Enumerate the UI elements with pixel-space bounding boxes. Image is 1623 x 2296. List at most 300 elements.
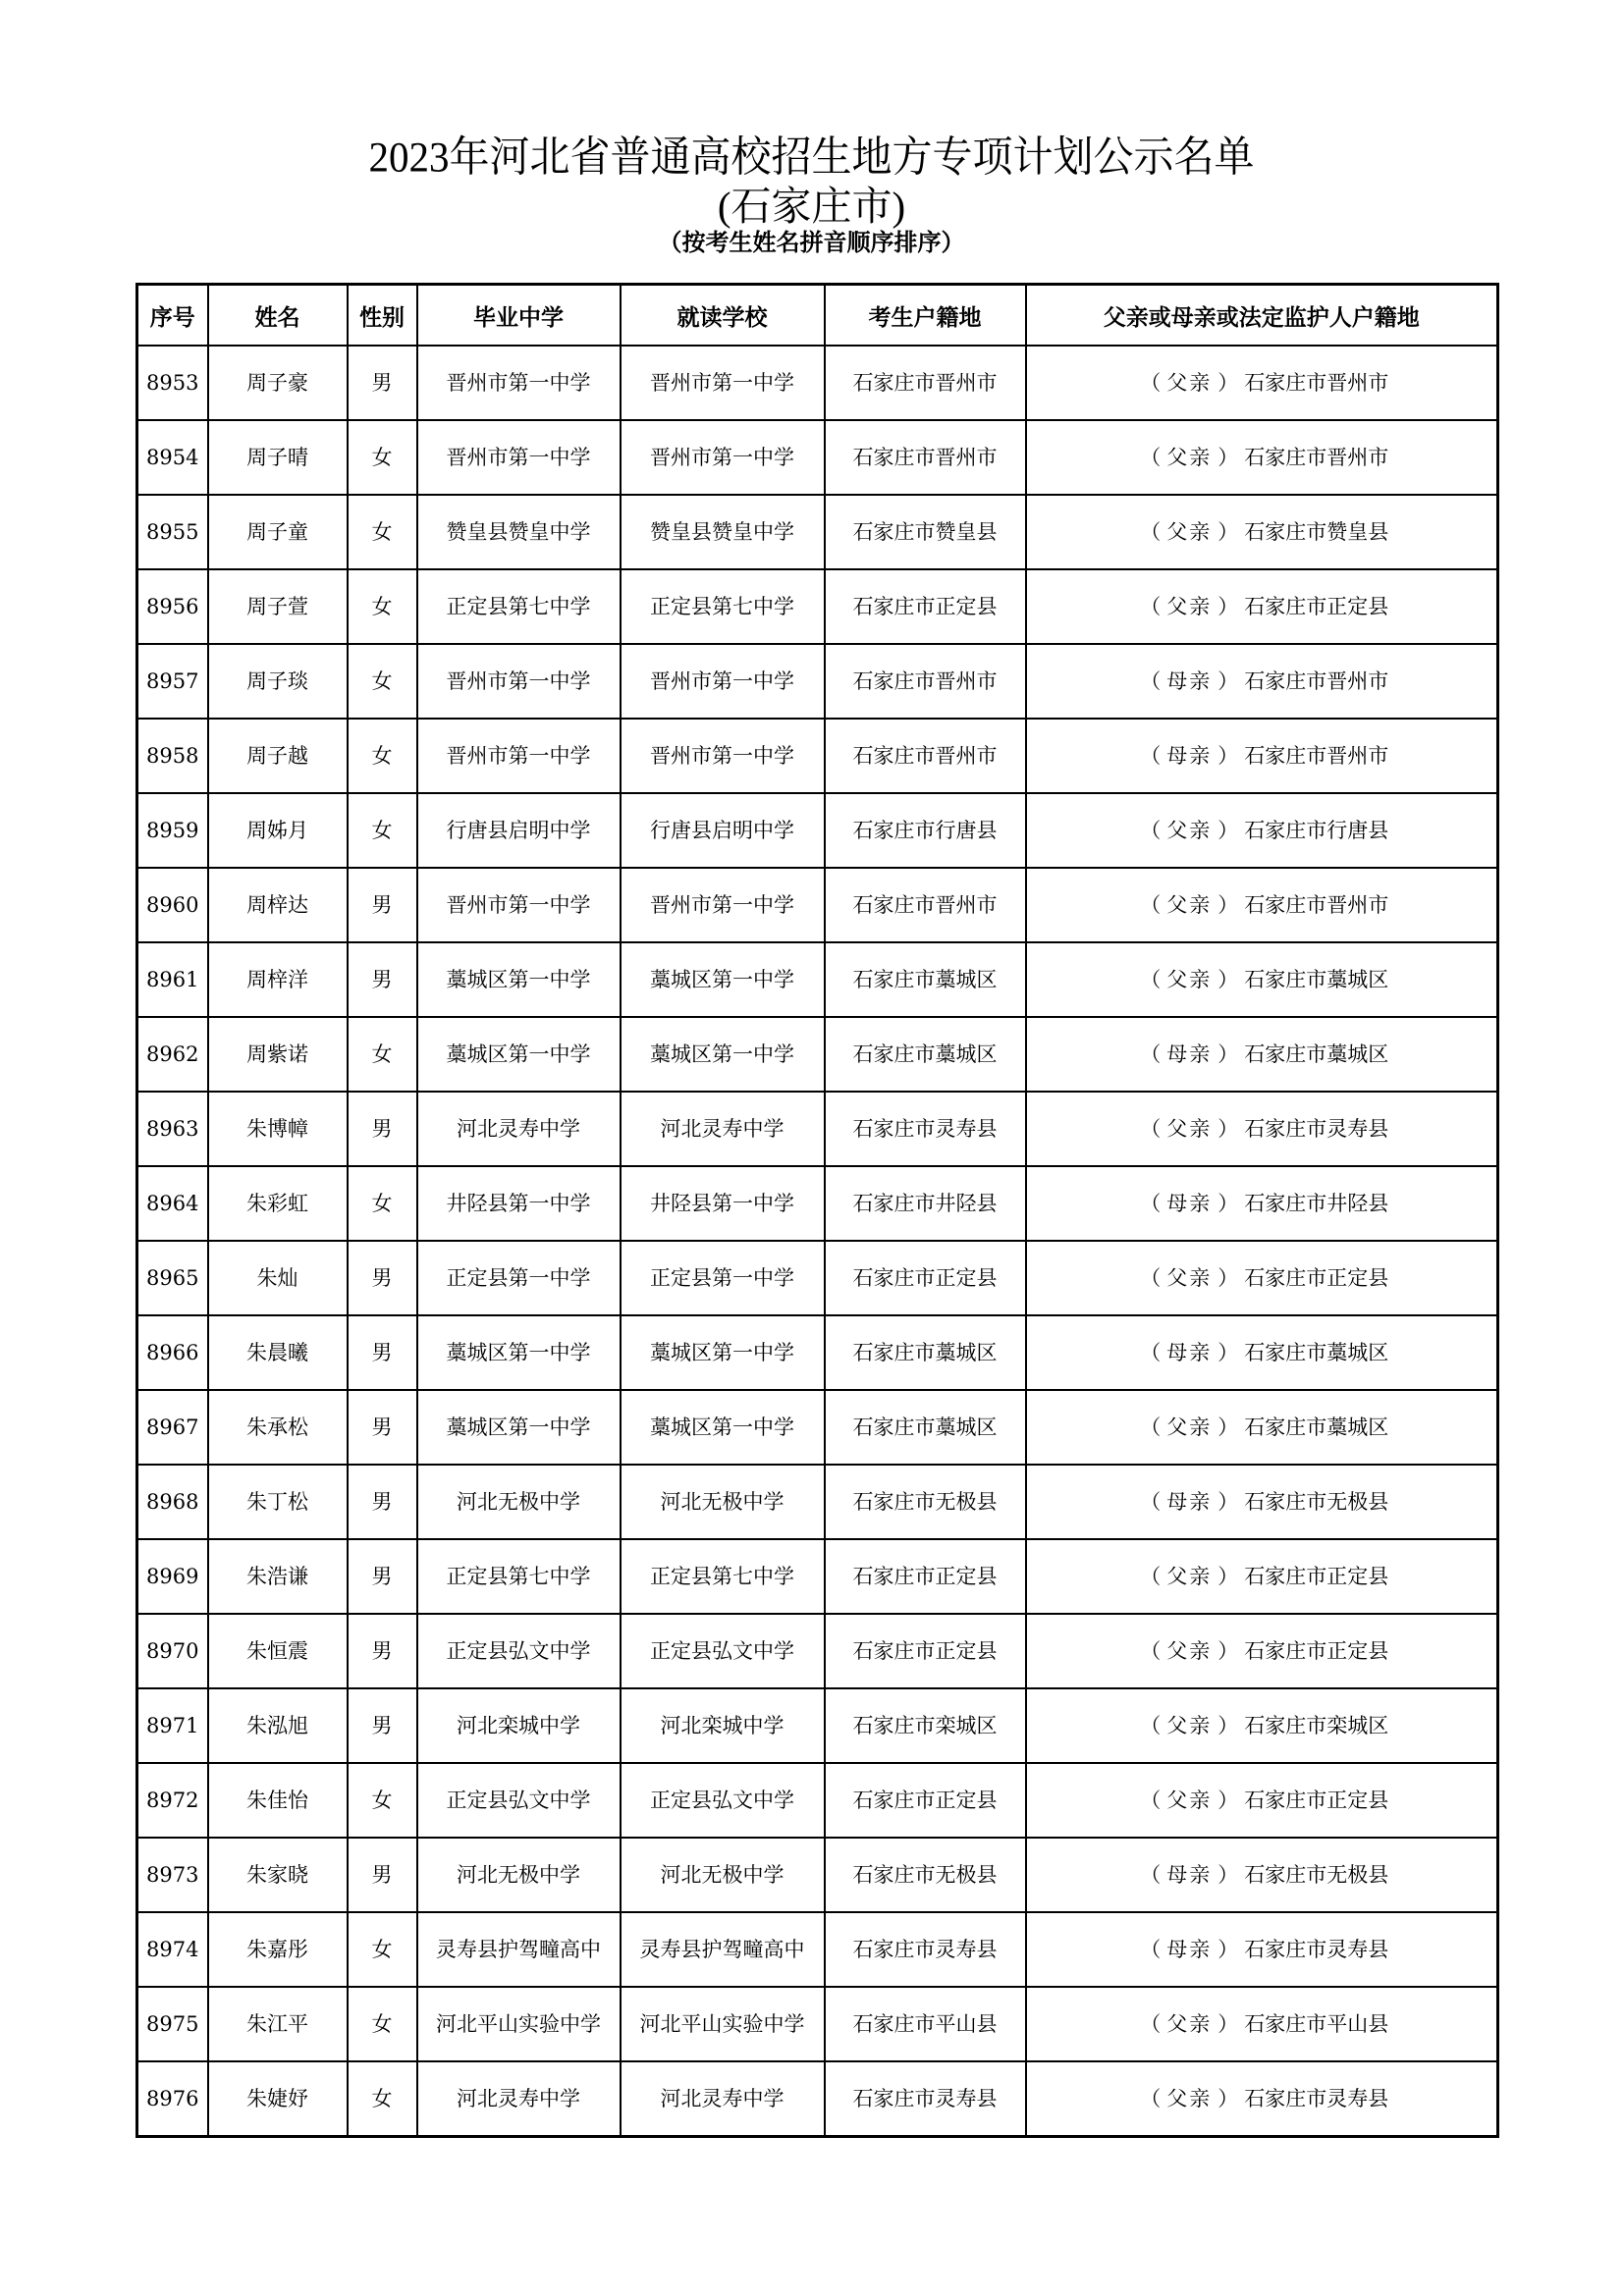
cell-seq: 8973	[137, 1838, 208, 1912]
table-row	[137, 569, 1498, 644]
cell-hukou: 石家庄市灵寿县	[825, 2061, 1026, 2137]
guardian-place: 石家庄市藁城区	[1244, 1340, 1389, 1364]
cell-guardian-hukou	[1026, 868, 1498, 942]
relation-close-paren: ）	[1217, 1415, 1239, 1439]
guardian-place: 石家庄市正定县	[1244, 1265, 1389, 1290]
relation-label: 父亲	[1166, 967, 1213, 991]
relation-open-paren: （	[1140, 1265, 1162, 1290]
cell-hukou: 石家庄市正定县	[825, 1763, 1026, 1838]
cell-current-school: 河北无极中学	[621, 1838, 825, 1912]
header-grad-school: 毕业中学	[417, 285, 621, 347]
cell-gender: 男	[348, 942, 417, 1017]
header-seq: 序号	[137, 285, 208, 347]
cell-name: 朱嘉彤	[208, 1912, 348, 1987]
cell-gender: 男	[348, 346, 417, 420]
cell-gender: 男	[348, 1539, 417, 1614]
cell-gender: 女	[348, 1912, 417, 1987]
cell-name: 朱博幛	[208, 1092, 348, 1166]
cell-current-school: 正定县弘文中学	[621, 1614, 825, 1688]
cell-name: 周梓达	[208, 868, 348, 942]
cell-name: 朱浩谦	[208, 1539, 348, 1614]
guardian-place: 石家庄市晋州市	[1244, 370, 1389, 395]
cell-name: 朱婕妤	[208, 2061, 348, 2137]
relation-label: 父亲	[1166, 445, 1213, 469]
table-row	[137, 1987, 1498, 2061]
relation-close-paren: ）	[1217, 967, 1239, 991]
cell-guardian-hukou	[1026, 1315, 1498, 1390]
relation-close-paren: ）	[1217, 1862, 1239, 1887]
relation-label: 母亲	[1166, 1041, 1213, 1066]
cell-hukou: 石家庄市晋州市	[825, 868, 1026, 942]
relation-open-paren: （	[1140, 445, 1162, 469]
relation-open-paren: （	[1140, 370, 1162, 395]
cell-guardian-hukou	[1026, 1390, 1498, 1465]
relation-label: 父亲	[1166, 1564, 1213, 1588]
guardian-place: 石家庄市井陉县	[1244, 1191, 1389, 1215]
table-row	[137, 1763, 1498, 1838]
relation-close-paren: ）	[1217, 1340, 1239, 1364]
table-row	[137, 1092, 1498, 1166]
cell-name: 朱灿	[208, 1241, 348, 1315]
relation-label: 父亲	[1166, 1116, 1213, 1141]
relation-label: 母亲	[1166, 743, 1213, 768]
cell-name: 朱丁松	[208, 1465, 348, 1539]
cell-seq: 8975	[137, 1987, 208, 2061]
cell-seq: 8959	[137, 793, 208, 868]
relation-close-paren: ）	[1217, 892, 1239, 917]
relation-open-paren: （	[1140, 1116, 1162, 1141]
cell-hukou: 石家庄市正定县	[825, 1614, 1026, 1688]
cell-current-school: 正定县第七中学	[621, 1539, 825, 1614]
relation-close-paren: ）	[1217, 519, 1239, 544]
guardian-place: 石家庄市栾城区	[1244, 1713, 1389, 1737]
cell-guardian-hukou	[1026, 1539, 1498, 1614]
table-row	[137, 495, 1498, 569]
relation-label: 父亲	[1166, 1265, 1213, 1290]
cell-current-school: 河北平山实验中学	[621, 1987, 825, 2061]
cell-guardian-hukou	[1026, 644, 1498, 719]
relation-open-paren: （	[1140, 1340, 1162, 1364]
cell-guardian-hukou	[1026, 1092, 1498, 1166]
cell-gender: 女	[348, 2061, 417, 2137]
relation-close-paren: ）	[1217, 445, 1239, 469]
relation-close-paren: ）	[1217, 1638, 1239, 1663]
cell-gender: 男	[348, 1390, 417, 1465]
cell-grad-school: 河北平山实验中学	[417, 1987, 621, 2061]
relation-label: 母亲	[1166, 1937, 1213, 1961]
relation-label: 母亲	[1166, 1489, 1213, 1514]
relation-close-paren: ）	[1217, 668, 1239, 693]
cell-gender: 男	[348, 1241, 417, 1315]
cell-guardian-hukou	[1026, 346, 1498, 420]
cell-hukou: 石家庄市无极县	[825, 1838, 1026, 1912]
cell-grad-school: 正定县第七中学	[417, 569, 621, 644]
cell-gender: 女	[348, 569, 417, 644]
relation-open-paren: （	[1140, 967, 1162, 991]
guardian-place: 石家庄市正定县	[1244, 594, 1389, 618]
guardian-place: 石家庄市晋州市	[1244, 445, 1389, 469]
guardian-place: 石家庄市灵寿县	[1244, 1937, 1389, 1961]
header-current-school: 就读学校	[621, 285, 825, 347]
cell-grad-school: 井陉县第一中学	[417, 1166, 621, 1241]
relation-open-paren: （	[1140, 1489, 1162, 1514]
cell-current-school: 晋州市第一中学	[621, 719, 825, 793]
cell-name: 周子越	[208, 719, 348, 793]
cell-current-school: 河北无极中学	[621, 1465, 825, 1539]
cell-gender: 女	[348, 719, 417, 793]
cell-hukou: 石家庄市栾城区	[825, 1688, 1026, 1763]
guardian-place: 石家庄市平山县	[1244, 2011, 1389, 2036]
cell-guardian-hukou	[1026, 1166, 1498, 1241]
cell-gender: 男	[348, 868, 417, 942]
table-row	[137, 1390, 1498, 1465]
relation-open-paren: （	[1140, 1862, 1162, 1887]
cell-name: 朱佳怡	[208, 1763, 348, 1838]
cell-gender: 男	[348, 1688, 417, 1763]
cell-guardian-hukou	[1026, 1465, 1498, 1539]
cell-guardian-hukou	[1026, 1241, 1498, 1315]
cell-seq: 8962	[137, 1017, 208, 1092]
cell-hukou: 石家庄市藁城区	[825, 1315, 1026, 1390]
cell-grad-school: 河北无极中学	[417, 1465, 621, 1539]
relation-close-paren: ）	[1217, 370, 1239, 395]
cell-guardian-hukou	[1026, 2061, 1498, 2137]
cell-current-school: 河北灵寿中学	[621, 2061, 825, 2137]
relation-close-paren: ）	[1217, 594, 1239, 618]
document-city: (石家庄市)	[717, 184, 906, 229]
cell-current-school: 井陉县第一中学	[621, 1166, 825, 1241]
cell-seq: 8958	[137, 719, 208, 793]
cell-guardian-hukou	[1026, 569, 1498, 644]
cell-current-school: 晋州市第一中学	[621, 868, 825, 942]
document-title: 2023年河北省普通高校招生地方专项计划公示名单	[368, 133, 1255, 182]
guardian-place: 石家庄市无极县	[1244, 1862, 1389, 1887]
table-row	[137, 346, 1498, 420]
cell-name: 朱泓旭	[208, 1688, 348, 1763]
relation-label: 父亲	[1166, 2086, 1213, 2110]
cell-hukou: 石家庄市无极县	[825, 1465, 1026, 1539]
cell-grad-school: 藁城区第一中学	[417, 1390, 621, 1465]
relation-open-paren: （	[1140, 594, 1162, 618]
table-row	[137, 644, 1498, 719]
guardian-place: 石家庄市无极县	[1244, 1489, 1389, 1514]
cell-hukou: 石家庄市晋州市	[825, 644, 1026, 719]
cell-grad-school: 晋州市第一中学	[417, 719, 621, 793]
cell-grad-school: 晋州市第一中学	[417, 346, 621, 420]
cell-seq: 8968	[137, 1465, 208, 1539]
cell-guardian-hukou	[1026, 495, 1498, 569]
cell-grad-school: 藁城区第一中学	[417, 1017, 621, 1092]
relation-label: 父亲	[1166, 818, 1213, 842]
cell-hukou: 石家庄市灵寿县	[825, 1912, 1026, 1987]
relation-close-paren: ）	[1217, 1265, 1239, 1290]
relation-label: 母亲	[1166, 1862, 1213, 1887]
cell-seq: 8967	[137, 1390, 208, 1465]
cell-hukou: 石家庄市正定县	[825, 569, 1026, 644]
cell-seq: 8964	[137, 1166, 208, 1241]
cell-name: 周子琰	[208, 644, 348, 719]
table-row	[137, 1241, 1498, 1315]
cell-grad-school: 晋州市第一中学	[417, 868, 621, 942]
cell-seq: 8963	[137, 1092, 208, 1166]
relation-label: 母亲	[1166, 1340, 1213, 1364]
relation-label: 父亲	[1166, 1788, 1213, 1812]
relation-close-paren: ）	[1217, 1489, 1239, 1514]
cell-current-school: 藁城区第一中学	[621, 1315, 825, 1390]
cell-seq: 8969	[137, 1539, 208, 1614]
relation-open-paren: （	[1140, 1191, 1162, 1215]
relation-close-paren: ）	[1217, 1937, 1239, 1961]
header-hukou: 考生户籍地	[825, 285, 1026, 347]
relation-open-paren: （	[1140, 519, 1162, 544]
cell-current-school: 行唐县启明中学	[621, 793, 825, 868]
cell-seq: 8974	[137, 1912, 208, 1987]
cell-gender: 男	[348, 1614, 417, 1688]
relation-close-paren: ）	[1217, 2086, 1239, 2110]
cell-grad-school: 行唐县启明中学	[417, 793, 621, 868]
cell-grad-school: 晋州市第一中学	[417, 644, 621, 719]
relation-label: 父亲	[1166, 1713, 1213, 1737]
relation-label: 母亲	[1166, 1191, 1213, 1215]
relation-open-paren: （	[1140, 668, 1162, 693]
cell-name: 周姊月	[208, 793, 348, 868]
table-row	[137, 1166, 1498, 1241]
header-gender: 性别	[348, 285, 417, 347]
cell-gender: 女	[348, 1166, 417, 1241]
guardian-place: 石家庄市藁城区	[1244, 967, 1389, 991]
cell-guardian-hukou	[1026, 1987, 1498, 2061]
cell-current-school: 正定县第一中学	[621, 1241, 825, 1315]
cell-hukou: 石家庄市井陉县	[825, 1166, 1026, 1241]
cell-current-school: 赞皇县赞皇中学	[621, 495, 825, 569]
header-guardian-hukou: 父亲或母亲或法定监护人户籍地	[1026, 285, 1498, 347]
guardian-place: 石家庄市赞皇县	[1244, 519, 1389, 544]
relation-open-paren: （	[1140, 1937, 1162, 1961]
cell-hukou: 石家庄市藁城区	[825, 942, 1026, 1017]
cell-gender: 女	[348, 793, 417, 868]
cell-grad-school: 正定县第一中学	[417, 1241, 621, 1315]
cell-gender: 女	[348, 495, 417, 569]
cell-guardian-hukou	[1026, 420, 1498, 495]
relation-close-paren: ）	[1217, 743, 1239, 768]
relation-open-paren: （	[1140, 743, 1162, 768]
cell-name: 周子晴	[208, 420, 348, 495]
cell-name: 周梓洋	[208, 942, 348, 1017]
guardian-place: 石家庄市灵寿县	[1244, 2086, 1389, 2110]
cell-hukou: 石家庄市晋州市	[825, 420, 1026, 495]
cell-name: 周子豪	[208, 346, 348, 420]
relation-open-paren: （	[1140, 1713, 1162, 1737]
relation-label: 父亲	[1166, 2011, 1213, 2036]
cell-grad-school: 正定县弘文中学	[417, 1763, 621, 1838]
cell-guardian-hukou	[1026, 1763, 1498, 1838]
relation-close-paren: ）	[1217, 1713, 1239, 1737]
relation-open-paren: （	[1140, 2086, 1162, 2110]
relation-close-paren: ）	[1217, 1788, 1239, 1812]
cell-seq: 8960	[137, 868, 208, 942]
table-row	[137, 1315, 1498, 1390]
table-row	[137, 1912, 1498, 1987]
cell-guardian-hukou	[1026, 1838, 1498, 1912]
relation-close-paren: ）	[1217, 1041, 1239, 1066]
table-row	[137, 719, 1498, 793]
cell-current-school: 晋州市第一中学	[621, 346, 825, 420]
guardian-place: 石家庄市晋州市	[1244, 668, 1389, 693]
cell-guardian-hukou	[1026, 1614, 1498, 1688]
guardian-place: 石家庄市晋州市	[1244, 892, 1389, 917]
cell-current-school: 藁城区第一中学	[621, 1017, 825, 1092]
table-row	[137, 793, 1498, 868]
cell-name: 朱晨曦	[208, 1315, 348, 1390]
cell-grad-school: 河北栾城中学	[417, 1688, 621, 1763]
cell-current-school: 藁城区第一中学	[621, 942, 825, 1017]
cell-hukou: 石家庄市正定县	[825, 1539, 1026, 1614]
relation-open-paren: （	[1140, 1788, 1162, 1812]
roster-table	[135, 283, 1499, 2138]
cell-guardian-hukou	[1026, 942, 1498, 1017]
cell-seq: 8966	[137, 1315, 208, 1390]
cell-seq: 8971	[137, 1688, 208, 1763]
cell-guardian-hukou	[1026, 1017, 1498, 1092]
relation-close-paren: ）	[1217, 818, 1239, 842]
cell-hukou: 石家庄市晋州市	[825, 719, 1026, 793]
table-row	[137, 868, 1498, 942]
relation-open-paren: （	[1140, 1041, 1162, 1066]
cell-hukou: 石家庄市正定县	[825, 1241, 1026, 1315]
relation-label: 父亲	[1166, 1638, 1213, 1663]
relation-open-paren: （	[1140, 1415, 1162, 1439]
guardian-place: 石家庄市藁城区	[1244, 1041, 1389, 1066]
relation-close-paren: ）	[1217, 2011, 1239, 2036]
guardian-place: 石家庄市行唐县	[1244, 818, 1389, 842]
cell-name: 周子萱	[208, 569, 348, 644]
relation-label: 父亲	[1166, 1415, 1213, 1439]
cell-grad-school: 河北灵寿中学	[417, 1092, 621, 1166]
cell-gender: 女	[348, 420, 417, 495]
cell-hukou: 石家庄市晋州市	[825, 346, 1026, 420]
cell-hukou: 石家庄市赞皇县	[825, 495, 1026, 569]
cell-name: 朱江平	[208, 1987, 348, 2061]
cell-grad-school: 晋州市第一中学	[417, 420, 621, 495]
cell-seq: 8965	[137, 1241, 208, 1315]
cell-current-school: 晋州市第一中学	[621, 420, 825, 495]
table-row	[137, 1688, 1498, 1763]
cell-hukou: 石家庄市平山县	[825, 1987, 1026, 2061]
guardian-place: 石家庄市正定县	[1244, 1638, 1389, 1663]
cell-gender: 女	[348, 1017, 417, 1092]
cell-gender: 女	[348, 1763, 417, 1838]
cell-gender: 女	[348, 644, 417, 719]
relation-label: 父亲	[1166, 892, 1213, 917]
relation-open-paren: （	[1140, 1638, 1162, 1663]
cell-gender: 女	[348, 1987, 417, 2061]
cell-seq: 8954	[137, 420, 208, 495]
relation-close-paren: ）	[1217, 1564, 1239, 1588]
cell-guardian-hukou	[1026, 793, 1498, 868]
cell-gender: 男	[348, 1838, 417, 1912]
cell-name: 朱承松	[208, 1390, 348, 1465]
cell-grad-school: 藁城区第一中学	[417, 942, 621, 1017]
cell-gender: 男	[348, 1465, 417, 1539]
cell-name: 朱彩虹	[208, 1166, 348, 1241]
table-row	[137, 2061, 1498, 2137]
cell-hukou: 石家庄市灵寿县	[825, 1092, 1026, 1166]
relation-label: 父亲	[1166, 594, 1213, 618]
relation-label: 父亲	[1166, 519, 1213, 544]
relation-open-paren: （	[1140, 2011, 1162, 2036]
header-name: 姓名	[208, 285, 348, 347]
relation-close-paren: ）	[1217, 1191, 1239, 1215]
cell-current-school: 藁城区第一中学	[621, 1390, 825, 1465]
cell-current-school: 晋州市第一中学	[621, 644, 825, 719]
cell-hukou: 石家庄市藁城区	[825, 1390, 1026, 1465]
cell-seq: 8961	[137, 942, 208, 1017]
cell-current-school: 河北栾城中学	[621, 1688, 825, 1763]
relation-open-paren: （	[1140, 818, 1162, 842]
cell-gender: 男	[348, 1315, 417, 1390]
cell-name: 朱恒震	[208, 1614, 348, 1688]
guardian-place: 石家庄市正定县	[1244, 1788, 1389, 1812]
cell-grad-school: 河北无极中学	[417, 1838, 621, 1912]
guardian-place: 石家庄市灵寿县	[1244, 1116, 1389, 1141]
cell-guardian-hukou	[1026, 1912, 1498, 1987]
table-row	[137, 1614, 1498, 1688]
table-row	[137, 1539, 1498, 1614]
cell-seq: 8970	[137, 1614, 208, 1688]
table-row	[137, 942, 1498, 1017]
cell-grad-school: 正定县弘文中学	[417, 1614, 621, 1688]
table-row	[137, 420, 1498, 495]
cell-guardian-hukou	[1026, 1688, 1498, 1763]
cell-current-school: 正定县第七中学	[621, 569, 825, 644]
cell-seq: 8953	[137, 346, 208, 420]
relation-open-paren: （	[1140, 892, 1162, 917]
cell-hukou: 石家庄市藁城区	[825, 1017, 1026, 1092]
cell-seq: 8957	[137, 644, 208, 719]
guardian-place: 石家庄市正定县	[1244, 1564, 1389, 1588]
cell-hukou: 石家庄市行唐县	[825, 793, 1026, 868]
cell-seq: 8972	[137, 1763, 208, 1838]
table-row	[137, 1017, 1498, 1092]
cell-grad-school: 正定县第七中学	[417, 1539, 621, 1614]
relation-label: 母亲	[1166, 668, 1213, 693]
table-header-row	[137, 285, 1498, 347]
guardian-place: 石家庄市晋州市	[1244, 743, 1389, 768]
cell-grad-school: 藁城区第一中学	[417, 1315, 621, 1390]
cell-name: 周紫诺	[208, 1017, 348, 1092]
cell-grad-school: 河北灵寿中学	[417, 2061, 621, 2137]
document-subtitle: （按考生姓名拼音顺序排序）	[658, 231, 965, 256]
cell-seq: 8956	[137, 569, 208, 644]
guardian-place: 石家庄市藁城区	[1244, 1415, 1389, 1439]
cell-grad-school: 灵寿县护驾疃高中	[417, 1912, 621, 1987]
cell-current-school: 灵寿县护驾疃高中	[621, 1912, 825, 1987]
cell-gender: 男	[348, 1092, 417, 1166]
cell-grad-school: 赞皇县赞皇中学	[417, 495, 621, 569]
cell-name: 朱家晓	[208, 1838, 348, 1912]
table-body	[137, 346, 1498, 2137]
cell-guardian-hukou	[1026, 719, 1498, 793]
table-row	[137, 1465, 1498, 1539]
table-row	[137, 1838, 1498, 1912]
cell-seq: 8976	[137, 2061, 208, 2137]
cell-name: 周子童	[208, 495, 348, 569]
cell-seq: 8955	[137, 495, 208, 569]
relation-open-paren: （	[1140, 1564, 1162, 1588]
relation-close-paren: ）	[1217, 1116, 1239, 1141]
cell-current-school: 河北灵寿中学	[621, 1092, 825, 1166]
relation-label: 父亲	[1166, 370, 1213, 395]
